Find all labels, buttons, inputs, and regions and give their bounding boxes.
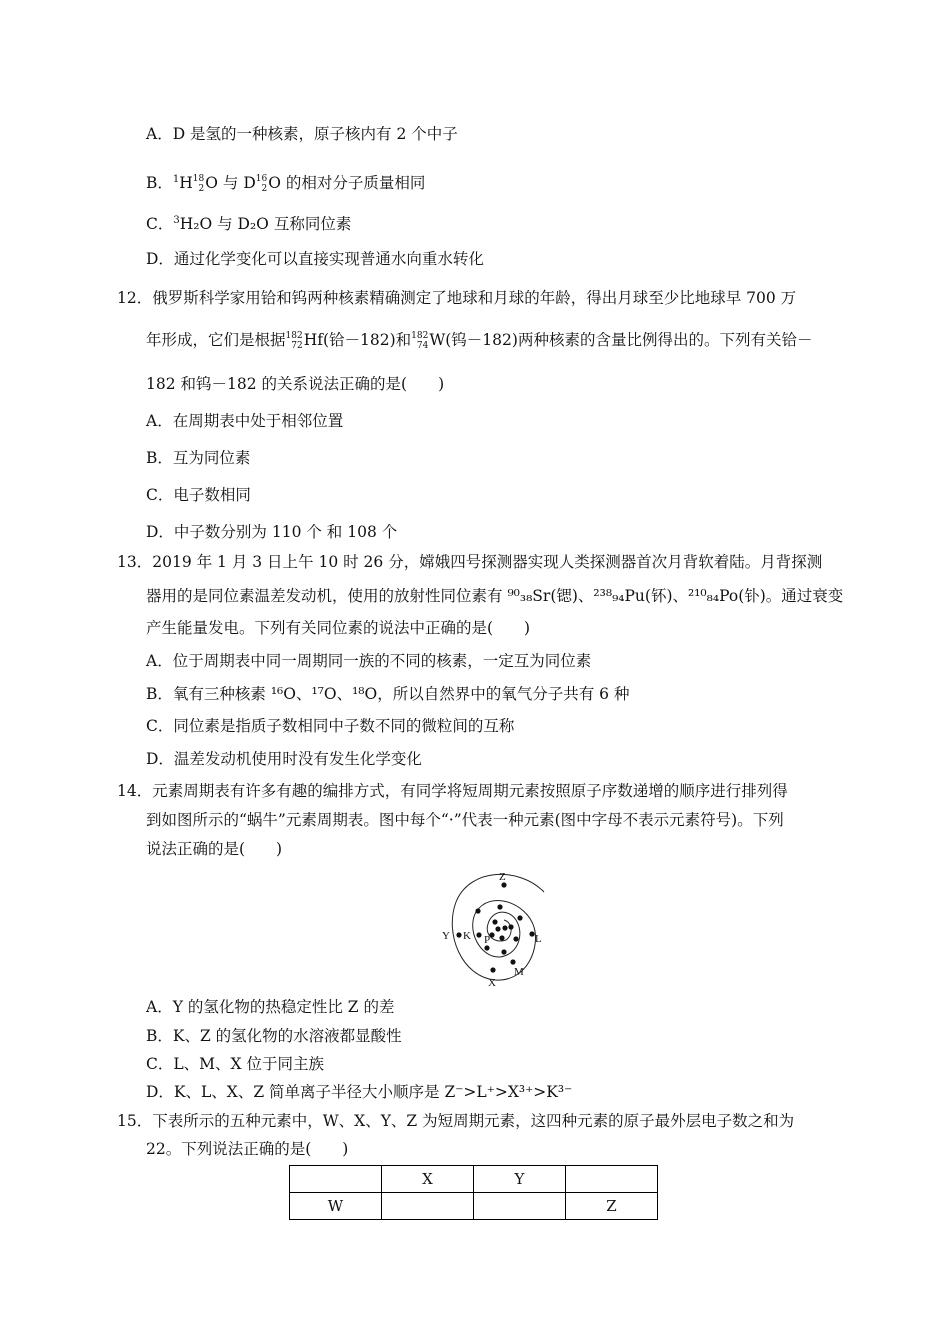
q12-number: 12． [117,289,153,307]
w-nuclide-notation [411,331,428,351]
q12-line3: 182 和钨－182 的关系说法正确的是( ) [146,375,445,393]
q11-b-h-mass: 1 [172,174,180,185]
hf-nuclide-notation [286,331,303,351]
q11-b-mid: 与 D [217,174,256,193]
element-dot [490,967,495,972]
q15-text1: 下表所示的五种元素中，W、X、Y、Z 为短周期元素，这四种元素的原子最外层电子数之和为 [152,1112,795,1130]
q11-option-a: A．D 是氢的一种核素，原子核内有 2 个中子 [146,125,458,143]
q13-option-b [146,684,629,704]
element-dot [484,945,489,950]
table-row [290,1193,658,1220]
table-cell: Y [474,1166,566,1193]
hf-text: Hf(铪－182)和 [303,331,412,349]
table-cell: Z [566,1193,658,1220]
q11-b-h-sub: 2 [198,184,205,195]
table-cell: X [382,1166,474,1193]
q11-b-iso2 [256,174,267,194]
q11-c-mass: 3 [173,215,180,226]
po-isotope: ²¹⁰₈₄Po(钋)。通过衰变 [688,587,844,605]
element-dot [492,919,497,924]
element-dot [489,932,494,937]
q13-line3: 产生能量发电。下列有关同位素的说法中正确的是( ) [146,619,531,637]
table-cell [290,1166,382,1193]
hf-mass: 182 [285,331,303,341]
q12-option-a: A．在周期表中处于相邻位置 [146,412,344,430]
q15-line2: 22。下列说法正确的是( ) [146,1140,349,1158]
label-y: Y [442,930,450,942]
table-row [290,1166,658,1193]
q11-b-h: H [179,174,193,193]
pu-isotope: ²³⁸₉₄Pu(钚)、 [593,587,688,605]
q11-b-o16: 16 [255,174,268,185]
element-dot [475,908,480,913]
q12-option-c: C．电子数相同 [146,486,251,504]
label-k: K [463,930,471,942]
q11-c-text: H₂O 与 D₂O 互称同位素 [179,215,352,234]
q11-b-d-sub: 2 [261,184,268,195]
sr-isotope: ⁹⁰₃₈Sr(锶)、 [507,587,594,605]
q13-option-c: C．同位素是指质子数相同中子数不同的微粒间的互称 [146,717,515,735]
label-m: M [514,966,524,978]
q11-b-iso1 [193,174,204,194]
q13-option-d: D．温差发动机使用时没有发生化学变化 [146,750,422,768]
q11-c-prefix: C． [146,215,174,234]
q13-number: 13． [117,553,153,571]
q12-option-d: D．中子数分别为 110 个 和 108 个 [146,523,398,541]
element-dot [517,915,522,920]
q11-b-o2: O [268,174,281,193]
q13-b-iso: ¹⁶O、¹⁷O、¹⁸O [270,685,378,703]
q12-line1 [117,288,796,308]
table-cell [566,1166,658,1193]
hf-z: 72 [291,341,303,351]
table-cell [382,1193,474,1220]
q15-line1 [117,1111,794,1131]
q11-option-d: D．通过化学变化可以直接实现普通水向重水转化 [146,250,484,268]
q11-option-b [146,170,425,194]
q14-text1: 元素周期表有许多有趣的编排方式，有同学将短周期元素按照原子序数递增的顺序进行排列得 [152,782,788,800]
label-l: L [535,933,542,945]
q14-option-c: C．L、M、X 位于同主族 [146,1055,324,1073]
q11-b-suffix: 的相对分子质量相同 [280,174,426,193]
q11-option-c [146,211,351,234]
q11-b-o18: 18 [192,174,205,185]
element-dot [502,925,507,930]
q15-number: 15． [117,1112,153,1130]
q12-line2 [146,330,812,351]
q14-option-d: D．K、L、X、Z 简单离子半径大小顺序是 Z⁻>L⁺>X³⁺>K³⁻ [146,1083,573,1101]
q13-text1: 2019 年 1 月 3 日上午 10 时 26 分，嫦娥四号探测器实现人类探测器首次月背软着陆。月背探测 [152,553,823,571]
w-z: 74 [416,341,429,351]
q14-line1 [117,781,788,801]
q11-b-prefix: B． [146,174,173,193]
element-dot [476,932,481,937]
q13-option-a: A．位于周期表中同一周期同一族的不同的核素，一定互为同位素 [146,652,592,670]
q11-b-o1: O [205,174,218,193]
q14-option-a: A．Y 的氢化物的热稳定性比 Z 的差 [146,998,395,1016]
element-dot [456,932,461,937]
element-dot [501,882,506,887]
q12-text1: 俄罗斯科学家用铪和钨两种核素精确测定了地球和月球的年龄，得出月球至少比地球早 700 万 [152,289,797,307]
q13-line1 [117,552,822,572]
snail-periodic-table-figure [440,862,546,992]
q12-line2-prefix: 年形成，它们是根据 [146,331,286,349]
element-dot [529,931,534,936]
q14-line2: 到如图所示的“蜗牛”元素周期表。图中每个“·”代表一种元素(图中字母不表示元素符号)。下列 [146,811,784,829]
element-dots [456,882,534,972]
q14-line3: 说法正确的是( ) [146,840,283,858]
label-x: X [488,977,496,989]
q14-number: 14． [117,782,153,800]
q13-line2-prefix: 器用的是同位素温差发动机，使用的放射性同位素有 [146,587,508,605]
table-cell: W [290,1193,382,1220]
element-dot [513,936,518,941]
element-dot [501,949,506,954]
q13-line2 [146,586,843,606]
q13-b-suffix: ，所以自然界中的氧气分子共有 6 种 [377,685,630,703]
q14-option-b: B．K、Z 的氢化物的水溶液都显酸性 [146,1027,402,1045]
element-dot [508,924,513,929]
label-p: P [484,934,491,946]
element-dot [499,935,504,940]
element-dot [495,926,500,931]
label-z: Z [499,871,506,883]
w-mass: 182 [411,331,429,341]
q12-option-b: B．互为同位素 [146,449,251,467]
q13-b-prefix: B．氧有三种核素 [146,685,271,703]
element-dot [497,904,502,909]
element-table [289,1165,658,1220]
w-text: W(钨－182)两种核素的含量比例得出的。下列有关铪－ [429,331,813,349]
element-dot [510,959,515,964]
table-cell [474,1193,566,1220]
